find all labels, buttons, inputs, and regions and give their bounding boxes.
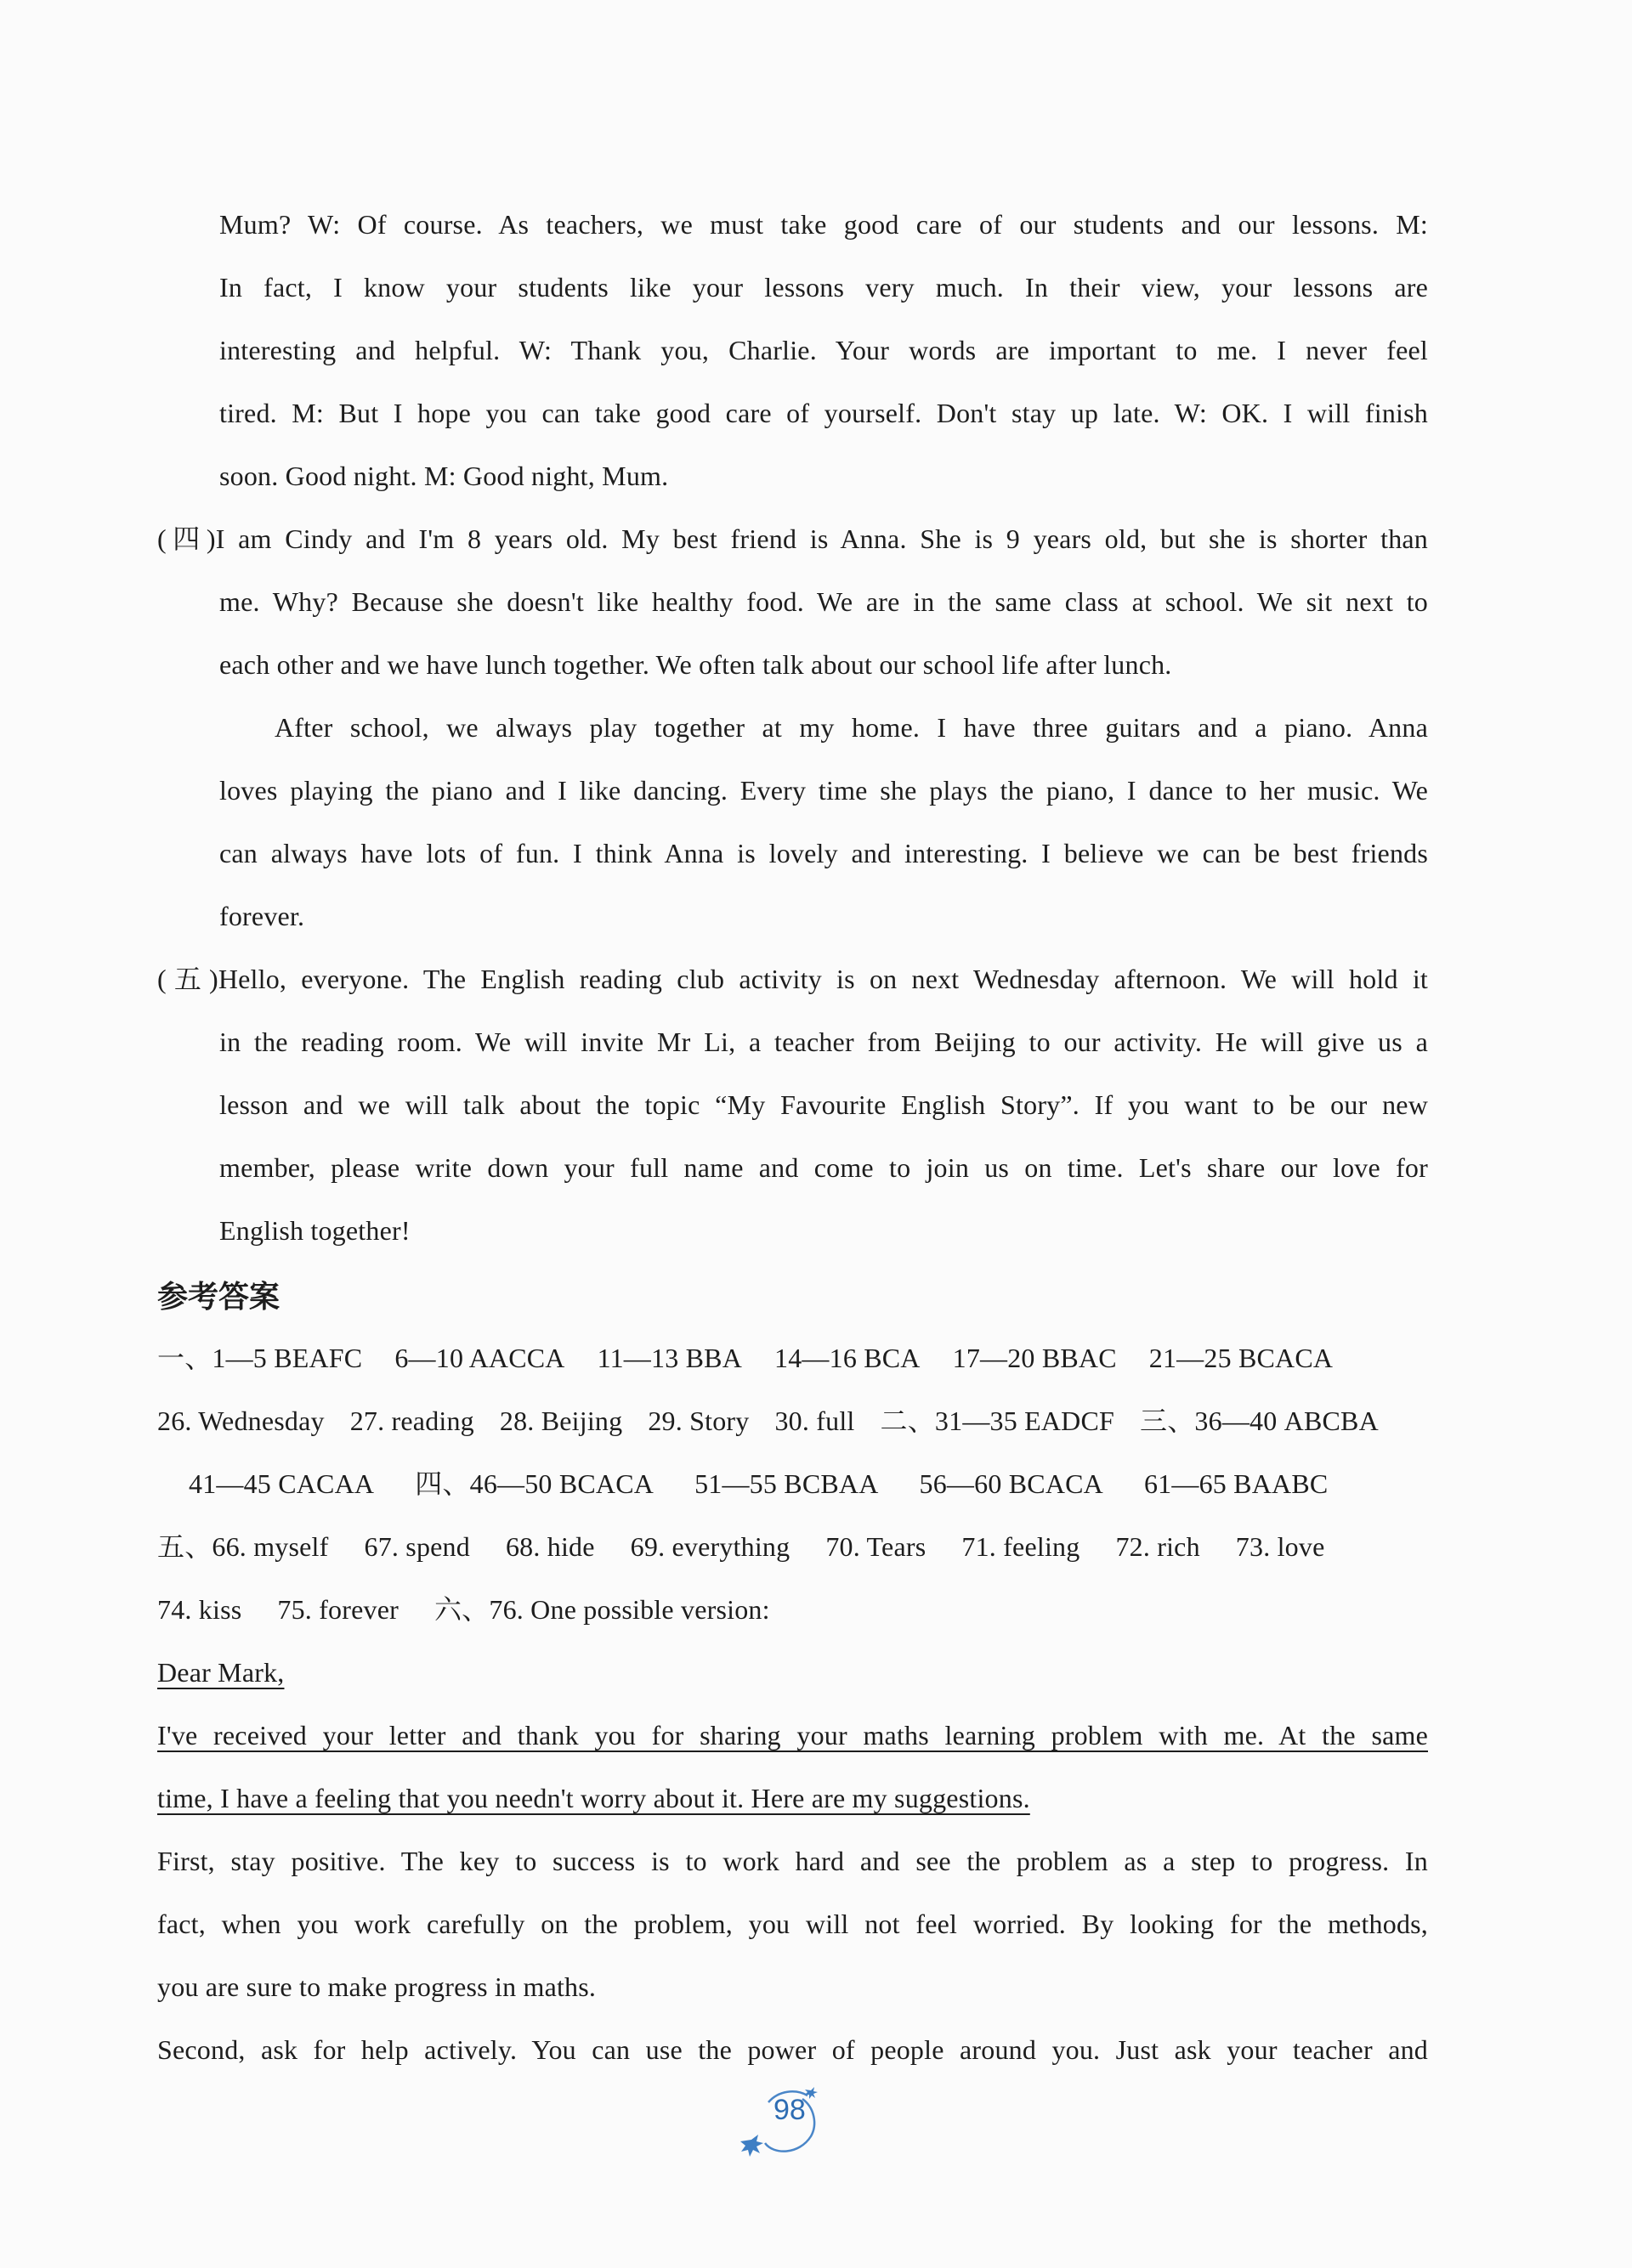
letter-body-line: you are sure to make progress in maths. [157,1971,597,2002]
answer-group: 27. reading [349,1405,474,1436]
letter-opening-line: time, I have a feeling that you needn't worry about it. Here are my suggestions. [157,1783,1030,1813]
answer-group: 41—45 CACAA [189,1468,375,1499]
text-line: soon. Good night. M: Good night, Mum. [219,461,669,491]
answers-heading: 参考答案 [157,1280,280,1315]
letter-body-line: First, stay positive. The key to success is to work hard and see the problem as a step to progress. In [157,1846,1428,1876]
text-line: in the reading room. We will invite Mr Li, a teacher from Beijing to our activity. He will give us a [219,1027,1428,1057]
text-line: each other and we have lunch together. We often talk about our school life after lunch. [219,649,1172,680]
answer-row [157,1404,1379,1438]
answer-group: 73. love [1235,1531,1325,1562]
answer-group: 三、36—40 ABCBA [1140,1405,1379,1436]
answer-group: 五、66. myself [157,1531,329,1562]
answer-group: 17—20 BBAC [952,1343,1117,1373]
answer-group: 六、76. One possible version: [434,1594,770,1625]
answer-group: 75. forever [277,1594,399,1625]
answer-group: 72. rich [1115,1531,1200,1562]
page-number-badge [740,2084,824,2160]
answer-group: 74. kiss [157,1594,242,1625]
answer-group: 71. feeling [961,1531,1080,1562]
answer-group: 67. spend [364,1531,470,1562]
paragraph-first-line: After school, we always play together at my home. I have three guitars and a piano. Anna [275,712,1428,743]
text-line: forever. [219,901,305,931]
answer-group: 11—13 BBA [597,1343,743,1373]
letter-opening-line: I've received your letter and thank you for sharing your maths learning problem with me. At the same [157,1720,1428,1750]
text-line: lesson and we will talk about the topic “My Favourite English Story”. If you want to be our new [219,1089,1428,1120]
text-line: English together! [219,1215,411,1246]
answer-group: 30. full [774,1405,855,1436]
text-line: interesting and helpful. W: Thank you, Charlie. Your words are important to me. I never feel [219,335,1428,365]
answer-group: 61—65 BAABC [1143,1468,1329,1499]
answer-row [189,1467,1328,1501]
text-line: tired. M: But I hope you can take good care of yourself. Don't stay up late. W: OK. I will finish [219,398,1428,428]
letter-body-line: fact, when you work carefully on the problem, you will not feel worried. By looking for the methods, [157,1909,1428,1939]
answer-group: 14—16 BCA [774,1343,921,1373]
answer-group: 二、31—35 EADCF [880,1405,1115,1436]
text-line: Mum? W: Of course. As teachers, we must take good care of our students and our lessons. M: [219,209,1428,240]
text-line: loves playing the piano and I like dancing. Every time she plays the piano, I dance to her music. We [219,775,1428,806]
answer-group: 28. Beijing [499,1405,623,1436]
answer-group: 56—60 BCACA [919,1468,1103,1499]
answer-group: 26. Wednesday [157,1405,325,1436]
answer-group: 29. Story [648,1405,750,1436]
answer-row [157,1592,770,1626]
text-line: can always have lots of fun. I think Anna is lovely and interesting. I believe we can be best friends [219,838,1428,868]
answer-row [157,1341,1333,1375]
answer-group: 51—55 BCBAA [694,1468,879,1499]
section-five-first-line: (五)Hello, everyone. The English reading club activity is on next Wednesday afternoon. We will hold it [157,964,1428,994]
letter-body-line: Second, ask for help actively. You can use the power of people around you. Just ask your teacher and [157,2034,1428,2065]
answer-group: 70. Tears [825,1531,926,1562]
page-number: 98 [774,2094,806,2126]
answer-row [157,1530,1325,1564]
text-line: member, please write down your full name and come to join us on time. Let's share our love for [219,1152,1428,1183]
text-line: In fact, I know your students like your lessons very much. In their view, your lessons are [219,272,1428,303]
answer-group: 一、1—5 BEAFC [157,1343,363,1373]
section-four-first-line: (四)I am Cindy and I'm 8 years old. My best friend is Anna. She is 9 years old, but she is shorter than [157,523,1428,554]
answer-group: 四、46—50 BCACA [415,1468,654,1499]
answer-group: 21—25 BCACA [1148,1343,1334,1373]
letter-greeting: Dear Mark, [157,1657,285,1688]
text-line: me. Why? Because she doesn't like healthy food. We are in the same class at school. We sit next to [219,586,1428,617]
answer-group: 6—10 AACCA [394,1343,565,1373]
answer-group: 69. everything [630,1531,790,1562]
answer-group: 68. hide [505,1531,595,1562]
